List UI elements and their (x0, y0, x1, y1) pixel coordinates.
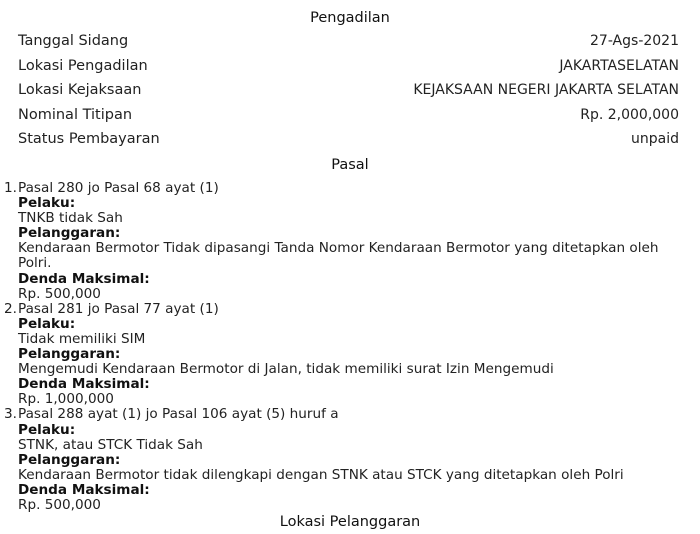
row-nominal-titipan (0, 107, 700, 127)
pelanggaran-label: Pelanggaran: (18, 346, 121, 363)
pasal-item (0, 181, 690, 302)
lokasi-pelanggaran-title: Lokasi Pelanggaran (279, 514, 421, 530)
pasal-item-title: Pasal 288 ayat (1) jo Pasal 106 ayat (5) huruf a (18, 406, 339, 423)
tanggal-sidang-label: Tanggal Sidang (18, 33, 129, 49)
lokasi-pengadilan-value: JAKARTASELATAN (559, 58, 679, 74)
pasal-item (0, 407, 690, 513)
pasal-number: 3. (4, 406, 17, 423)
row-tanggal-sidang (0, 33, 700, 53)
pasal-number: 1. (4, 180, 17, 196)
denda-label: Denda Maksimal: (18, 481, 150, 498)
pengadilan-title: Pengadilan (310, 10, 390, 26)
lokasi-pengadilan-label: Lokasi Pengadilan (18, 58, 148, 74)
pasal-list (0, 181, 690, 513)
status-pembayaran-value: unpaid (631, 131, 679, 147)
pasal-title: Pasal (331, 157, 369, 173)
pasal-number: 2. (4, 300, 17, 317)
lokasi-kejaksaan-value: KEJAKSAAN NEGERI JAKARTA SELATAN (413, 82, 679, 98)
pelaku-label: Pelaku: (18, 315, 76, 332)
pelanggaran-label: Pelanggaran: (18, 451, 121, 468)
pasal-item (0, 302, 690, 408)
status-pembayaran-label: Status Pembayaran (18, 131, 160, 147)
pelaku-label: Pelaku: (18, 195, 76, 212)
denda-value: Rp. 1,000,000 (18, 391, 114, 408)
row-lokasi-kejaksaan (0, 82, 700, 102)
pelaku-value: STNK, atau STCK Tidak Sah (18, 436, 203, 453)
denda-label: Denda Maksimal: (18, 270, 150, 287)
nominal-titipan-label: Nominal Titipan (18, 107, 133, 123)
nominal-titipan-value: Rp. 2,000,000 (580, 107, 679, 123)
denda-value: Rp. 500,000 (18, 496, 101, 513)
pelanggaran-value: Kendaraan Bermotor tidak dilengkapi dengan STNK atau STCK yang ditetapkan oleh Polri (18, 466, 624, 483)
tanggal-sidang-value: 27-Ags-2021 (590, 33, 679, 49)
pasal-item-title: Pasal 280 jo Pasal 68 ayat (1) (18, 180, 219, 196)
denda-label: Denda Maksimal: (18, 376, 150, 393)
pelaku-label: Pelaku: (18, 421, 76, 438)
row-status-pembayaran (0, 131, 700, 151)
pelaku-value: TNKB tidak Sah (18, 210, 123, 227)
pasal-item-title: Pasal 281 jo Pasal 77 ayat (1) (18, 300, 219, 317)
pelanggaran-label: Pelanggaran: (18, 225, 121, 242)
row-lokasi-pengadilan (0, 58, 700, 78)
pelanggaran-value: Mengemudi Kendaraan Bermotor di Jalan, tidak memiliki surat Izin Mengemudi (18, 361, 554, 378)
pelaku-value: Tidak memiliki SIM (18, 330, 146, 347)
denda-value: Rp. 500,000 (18, 285, 101, 302)
lokasi-kejaksaan-label: Lokasi Kejaksaan (18, 82, 142, 98)
pelanggaran-value: Kendaraan Bermotor Tidak dipasangi Tanda Nomor Kendaraan Bermotor yang ditetapkan oleh Polri. (18, 240, 659, 272)
